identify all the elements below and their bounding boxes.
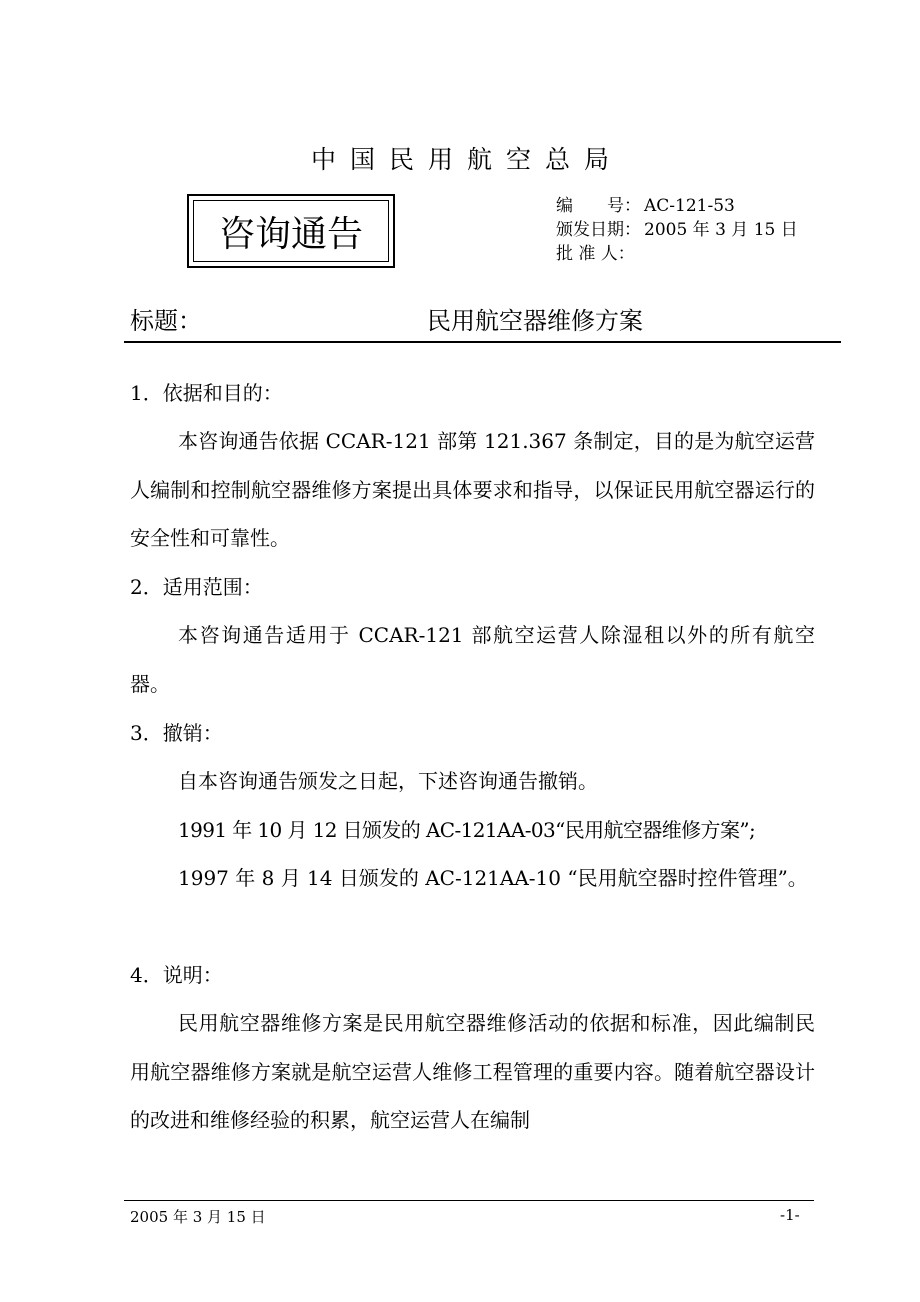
section-paragraph: 1997 年 8 月 14 日颁发的 AC-121AA-10 “民用航空器时控件管理”。 xyxy=(178,866,808,890)
section-heading: 4．说明： xyxy=(130,963,223,987)
title-divider xyxy=(124,341,841,343)
doc-type-label: 咨询通告 xyxy=(193,200,389,262)
section-paragraph: 民用航空器维修方案是民用航空器维修活动的依据和标准，因此编制民用航空器维修方案就是航空运营人维修工程管理的重要内容。随着航空器设计的改进和维修经验的积累，航空运营人在编制 xyxy=(130,1011,815,1133)
section-heading: 2．适用范围： xyxy=(130,575,263,599)
doc-type-box xyxy=(187,194,395,268)
page-number: -1- xyxy=(780,1206,800,1224)
doc-number-row xyxy=(556,194,735,218)
section-paragraph: 本咨询通告适用于 CCAR-121 部航空运营人除湿租以外的所有航空器。 xyxy=(130,623,815,696)
issue-date-row xyxy=(556,218,798,242)
section-heading: 3．撤销： xyxy=(130,721,223,745)
issue-date-label: 颁发日期： xyxy=(556,220,641,240)
doc-number-label: 编 号： xyxy=(556,196,641,216)
approver-row xyxy=(556,242,644,266)
title-label: 标题： xyxy=(130,307,202,335)
footer-date: 2005 年 3 月 15 日 xyxy=(130,1208,266,1226)
issue-date-value: 2005 年 3 月 15 日 xyxy=(644,220,798,240)
section-paragraph: 本咨询通告依据 CCAR-121 部第 121.367 条制定，目的是为航空运营人编制和控制航空器维修方案提出具体要求和指导，以保证民用航空器运行的安全性和可靠性。 xyxy=(130,429,815,551)
approver-label: 批 准 人： xyxy=(556,244,635,264)
agency-name: 中国民用航空总局 xyxy=(310,145,623,174)
section-heading: 1．依据和目的： xyxy=(130,381,283,405)
doc-number-value: AC-121-53 xyxy=(644,196,735,216)
section-paragraph: 自本咨询通告颁发之日起，下述咨询通告撤销。 xyxy=(178,769,598,793)
footer-divider xyxy=(124,1200,814,1201)
section-paragraph: 1991 年 10 月 12 日颁发的 AC-121AA-03“民用航空器维修方案”; xyxy=(178,818,756,842)
document-title: 民用航空器维修方案 xyxy=(427,307,643,335)
